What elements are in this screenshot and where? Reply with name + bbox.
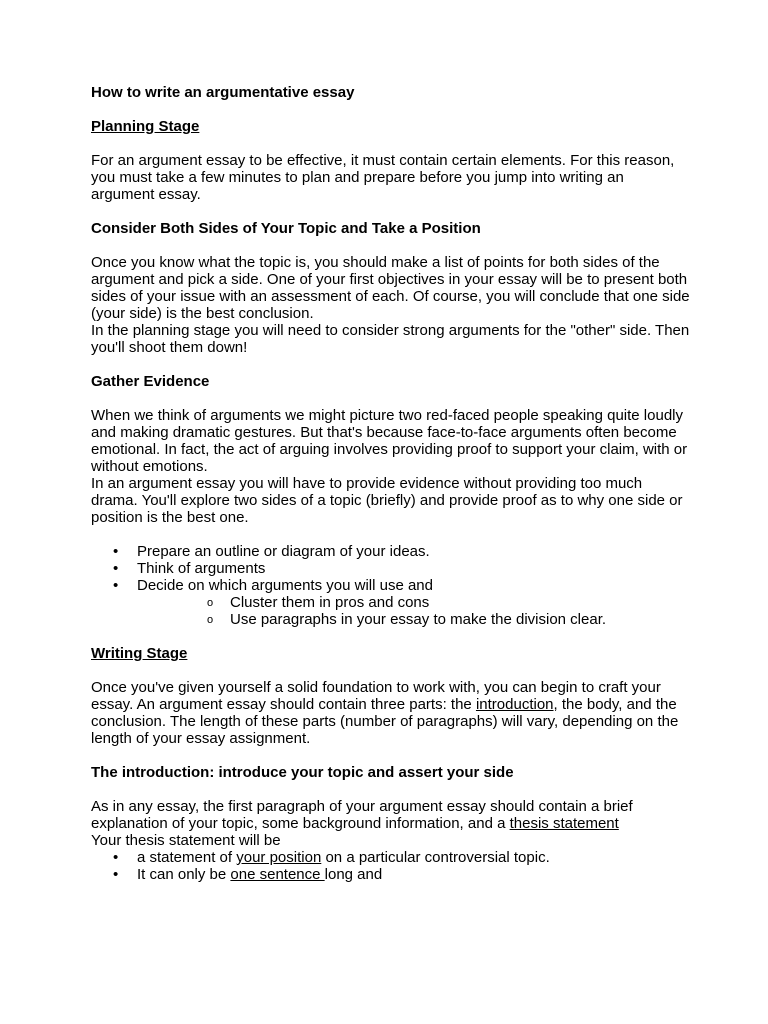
document-title: How to write an argumentative essay	[91, 84, 355, 101]
writing-stage-heading	[91, 645, 691, 662]
writing-text-end: , the body, and the conclusion. The length of these parts (number of paragraphs) will vary, depending on the length of your essay assignment.	[91, 696, 679, 747]
list-item	[91, 866, 691, 883]
evidence-bullet-list	[91, 543, 691, 628]
planning-stage-heading	[91, 118, 691, 135]
bullet-icon: •	[113, 866, 119, 883]
circle-bullet-icon: o	[207, 597, 214, 609]
introduction-text-start: As in any essay, the first paragraph of your argument essay should contain a brief explanation of your topic, some background information, and a	[91, 798, 633, 832]
writing-stage-heading-text: Writing Stage	[91, 645, 188, 662]
writing-paragraph	[91, 679, 691, 747]
consider-paragraph-1: Once you know what the topic is, you should make a list of points for both sides of the argument and pick a side. One of your first objectives in your essay will be to present both sides of your issue with an assessment of each. Of course, you will conclude that one side (your side) is the best conclusion.	[91, 254, 690, 322]
thesis-bullet-2-end: long and	[324, 866, 383, 883]
writing-text-start: Once you've given yourself a solid foundation to work with, you can begin to craft your essay. An argument essay should contain three parts: the	[91, 679, 661, 713]
list-item-text: Decide on which arguments you will use and	[137, 577, 433, 594]
thesis-bullet-1-end: on a particular controversial topic.	[321, 849, 550, 866]
your-position-link[interactable]: your position	[236, 849, 322, 866]
introduction-link[interactable]: introduction	[475, 696, 554, 713]
sub-list-item	[137, 594, 691, 611]
planning-stage-heading-text: Planning Stage	[91, 118, 200, 135]
list-item	[91, 560, 691, 577]
bullet-icon: •	[113, 849, 119, 866]
consider-heading: Consider Both Sides of Your Topic and Take a Position	[91, 220, 481, 237]
thesis-bullet-list	[91, 849, 691, 883]
bullet-icon: •	[113, 577, 119, 594]
list-item-text: Think of arguments	[137, 560, 266, 577]
circle-bullet-icon: o	[207, 614, 214, 626]
document-page	[91, 84, 691, 883]
evidence-sub-list	[137, 594, 691, 628]
thesis-bullet-2-start: It can only be	[137, 866, 231, 883]
introduction-heading: The introduction: introduce your topic and assert your side	[91, 764, 514, 781]
thesis-statement-link[interactable]: thesis statement	[509, 815, 619, 832]
list-item-text: Prepare an outline or diagram of your ideas.	[137, 543, 430, 560]
evidence-paragraph-2: In an argument essay you will have to provide evidence without providing too much drama. You'll explore two sides of a topic (briefly) and provide proof as to why one side or position is the best one.	[91, 475, 683, 526]
consider-paragraph-2: In the planning stage you will need to consider strong arguments for the "other" side. Then you'll shoot them down!	[91, 322, 690, 356]
thesis-paragraph: Your thesis statement will be	[91, 832, 281, 849]
list-item	[91, 543, 691, 560]
evidence-paragraph-1: When we think of arguments we might picture two red-faced people speaking quite loudly and making dramatic gestures. But that's because face-to-face arguments often become emotional. In fact, the act of arguing involves providing proof to support your claim, with or without emotions.	[91, 407, 688, 475]
one-sentence-link[interactable]: one sentence	[230, 866, 325, 883]
bullet-icon: •	[113, 543, 119, 560]
sub-list-item-text: Use paragraphs in your essay to make the division clear.	[230, 611, 607, 628]
introduction-paragraph	[91, 798, 691, 832]
list-item	[91, 849, 691, 866]
planning-intro-paragraph: For an argument essay to be effective, it must contain certain elements. For this reason, you must take a few minutes to plan and prepare before you jump into writing an argument essay.	[91, 152, 675, 203]
sub-list-item	[137, 611, 691, 628]
thesis-bullet-1-start: a statement of	[137, 849, 237, 866]
evidence-heading: Gather Evidence	[91, 373, 210, 390]
list-item	[91, 577, 691, 628]
sub-list-item-text: Cluster them in pros and cons	[230, 594, 430, 611]
bullet-icon: •	[113, 560, 119, 577]
